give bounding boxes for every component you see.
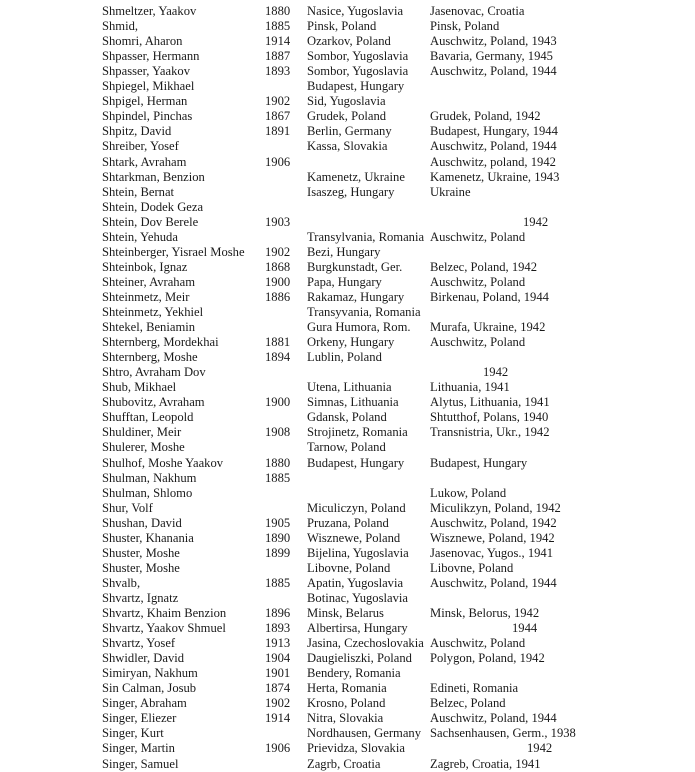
- death-place: Auschwitz, poland, 1942: [430, 154, 556, 169]
- person-name: Singer, Kurt: [102, 726, 164, 741]
- table-row: [0, 696, 695, 711]
- table-row: [0, 471, 695, 486]
- death-place: Auschwitz, Poland: [430, 229, 526, 244]
- person-name: Shternberg, Mordekhai: [102, 335, 219, 350]
- table-row: [0, 591, 695, 606]
- death-place: Auschwitz, Poland: [430, 274, 526, 289]
- birth-place: Nitra, Slovakia: [307, 711, 384, 726]
- birth-place: Bendery, Romania: [307, 666, 401, 681]
- birth-place: Grudek, Poland: [307, 109, 387, 124]
- table-row: [0, 200, 695, 215]
- person-name: Shteiner, Avraham: [102, 274, 195, 289]
- death-place: Miculikzyn, Poland, 1942: [430, 500, 561, 515]
- person-name: Shulhof, Moshe Yaakov: [102, 455, 224, 470]
- person-name: Shteinmetz, Meir: [102, 289, 190, 304]
- death-place: Lukow, Poland: [430, 485, 507, 500]
- birth-place: Gdansk, Poland: [307, 410, 387, 425]
- person-name: Shtein, Yehuda: [102, 229, 178, 244]
- birth-place: Zagrb, Croatia: [307, 756, 381, 771]
- table-row: [0, 681, 695, 696]
- birth-place: Sombor, Yugoslavia: [307, 64, 409, 79]
- birth-place: Burgkunstadt, Ger.: [307, 259, 403, 274]
- table-row: [0, 320, 695, 335]
- birth-place: Bezi, Hungary: [307, 244, 381, 259]
- birth-place: Libovne, Poland: [307, 560, 391, 575]
- birth-place: Transyvania, Romania: [307, 305, 421, 319]
- birth-year: 1913: [265, 636, 291, 651]
- birth-year: 1893: [265, 64, 291, 79]
- birth-year: 1874: [265, 681, 291, 696]
- birth-place: Sombor, Yugoslavia: [307, 49, 409, 64]
- person-name: Shvartz, Yosef: [102, 636, 176, 651]
- death-place: Auschwitz, Poland, 1944: [430, 575, 557, 590]
- table-row: [0, 79, 695, 94]
- birth-year: 1867: [265, 109, 291, 124]
- person-name: Shtarkman, Benzion: [102, 169, 205, 184]
- birth-place: Tarnow, Poland: [307, 440, 386, 455]
- person-name: Shuster, Moshe: [102, 545, 180, 560]
- death-place: Edineti, Romania: [430, 681, 519, 696]
- table-row: [0, 94, 695, 109]
- table-row: [0, 741, 695, 756]
- death-place: Auschwitz, Poland, 1943: [430, 34, 557, 49]
- birth-year: 1904: [265, 651, 291, 666]
- table-row: [0, 440, 695, 455]
- table-row: [0, 380, 695, 395]
- death-place: Pinsk, Poland: [430, 19, 500, 34]
- birth-place: Wisznewe, Poland: [307, 530, 401, 545]
- person-name: Shpitz, David: [102, 124, 172, 139]
- table-row: [0, 260, 695, 275]
- birth-year: 1885: [265, 19, 291, 34]
- birth-place: Pinsk, Poland: [307, 19, 377, 34]
- birth-place: Nordhausen, Germany: [307, 726, 422, 741]
- birth-year: 1914: [265, 34, 291, 49]
- death-place: Shtutthof, Polans, 1940: [430, 410, 549, 425]
- death-place: Auschwitz, Poland, 1944: [430, 64, 557, 79]
- birth-place: Sid, Yugoslavia: [307, 94, 386, 109]
- person-name: Shomri, Aharon: [102, 34, 183, 49]
- death-place: Lithuania, 1941: [430, 380, 510, 395]
- table-row: [0, 486, 695, 501]
- person-name: Singer, Martin: [102, 741, 175, 756]
- birth-place: Orkeny, Hungary: [307, 335, 395, 350]
- person-name: Shulman, Nakhum: [102, 470, 197, 485]
- birth-place: Herta, Romania: [307, 681, 387, 696]
- person-name: Shtein, Dov Berele: [102, 214, 199, 229]
- table-row: [0, 395, 695, 410]
- birth-year: 1880: [265, 4, 291, 18]
- birth-year: 1885: [265, 470, 291, 485]
- birth-place: Rakamaz, Hungary: [307, 289, 405, 304]
- table-row: [0, 606, 695, 621]
- table-row: [0, 230, 695, 245]
- death-place: Sachsenhausen, Germ., 1938: [430, 726, 576, 741]
- person-name: Shvalb,: [102, 575, 141, 590]
- person-name: Shpigel, Herman: [102, 94, 188, 109]
- birth-place: Pruzana, Poland: [307, 515, 389, 530]
- death-place: Budapest, Hungary: [430, 455, 528, 470]
- death-place: Bavaria, Germany, 1945: [430, 49, 553, 64]
- birth-year: 1893: [265, 621, 291, 636]
- person-name: Shteinberger, Yisrael Moshe: [102, 244, 245, 259]
- birth-year: 1891: [265, 124, 291, 139]
- birth-year: 1903: [265, 214, 291, 229]
- birth-year: 1902: [265, 244, 291, 259]
- birth-year: 1899: [265, 545, 291, 560]
- birth-place: Kamenetz, Ukraine: [307, 169, 405, 184]
- death-place: Belzec, Poland, 1942: [430, 259, 538, 274]
- birth-place: Botinac, Yugoslavia: [307, 590, 408, 605]
- death-place: Jasenovac, Yugos., 1941: [430, 545, 554, 560]
- person-name: Shushan, David: [102, 515, 182, 530]
- death-place: Auschwitz, Poland, 1942: [430, 515, 557, 530]
- person-name: Simiryan, Nakhum: [102, 666, 198, 681]
- table-row: [0, 531, 695, 546]
- birth-place: Miculiczyn, Poland: [307, 500, 406, 515]
- death-place: Grudek, Poland, 1942: [430, 109, 541, 124]
- death-place: Transnistria, Ukr., 1942: [430, 425, 550, 440]
- birth-year: 1901: [265, 666, 291, 681]
- person-name: Shuldiner, Meir: [102, 425, 182, 440]
- birth-place: Simnas, Lithuania: [307, 395, 399, 410]
- death-place: 1944: [512, 621, 538, 636]
- birth-year: 1902: [265, 696, 291, 711]
- table-row: [0, 109, 695, 124]
- birth-place: Lublin, Poland: [307, 350, 382, 365]
- person-name: Shvartz, Khaim Benzion: [102, 606, 227, 620]
- birth-year: 1896: [265, 606, 291, 620]
- death-place: 1942: [527, 741, 553, 756]
- death-place: Alytus, Lithuania, 1941: [430, 395, 550, 410]
- birth-year: 1900: [265, 395, 291, 410]
- birth-year: 1890: [265, 530, 291, 545]
- table-row: [0, 19, 695, 34]
- death-place: Murafa, Ukraine, 1942: [430, 320, 546, 335]
- table-row: [0, 4, 695, 19]
- birth-place: Nasice, Yugoslavia: [307, 4, 404, 18]
- person-name: Shteinbok, Ignaz: [102, 259, 188, 274]
- birth-place: Bijelina, Yugoslavia: [307, 545, 409, 560]
- death-place: Wisznewe, Poland, 1942: [430, 530, 555, 545]
- person-name: Shreiber, Yosef: [102, 139, 179, 154]
- table-row: [0, 215, 695, 230]
- birth-year: 1905: [265, 515, 291, 530]
- person-name: Shmid,: [102, 19, 139, 34]
- death-place: Auschwitz, Poland: [430, 636, 526, 651]
- person-name: Shtein, Dodek Geza: [102, 199, 204, 214]
- table-row: [0, 726, 695, 741]
- birth-year: 1906: [265, 154, 291, 169]
- birth-year: 1900: [265, 274, 291, 289]
- person-name: Shuster, Moshe: [102, 560, 180, 575]
- person-name: Shvartz, Yaakov Shmuel: [102, 621, 226, 636]
- death-place: Kamenetz, Ukraine, 1943: [430, 169, 560, 184]
- table-row: [0, 245, 695, 260]
- table-row: [0, 651, 695, 666]
- table-row: [0, 275, 695, 290]
- birth-place: Daugieliszki, Poland: [307, 651, 412, 666]
- birth-place: Jasina, Czechoslovakia: [307, 636, 424, 651]
- table-row: [0, 64, 695, 79]
- table-row: [0, 711, 695, 726]
- person-name: Shtein, Bernat: [102, 184, 175, 199]
- table-row: [0, 335, 695, 350]
- birth-year: 1880: [265, 455, 291, 470]
- birth-year: 1881: [265, 335, 291, 350]
- person-name: Shmeltzer, Yaakov: [102, 4, 197, 18]
- table-row: [0, 516, 695, 531]
- table-row: [0, 546, 695, 561]
- person-name: Shub, Mikhael: [102, 380, 177, 395]
- table-row: [0, 576, 695, 591]
- death-place: 1942: [483, 365, 509, 380]
- table-row: [0, 155, 695, 170]
- table-row: [0, 34, 695, 49]
- table-row: [0, 666, 695, 681]
- person-name: Shpindel, Pinchas: [102, 109, 193, 124]
- birth-place: Krosno, Poland: [307, 696, 386, 711]
- birth-year: 1906: [265, 741, 291, 756]
- person-name: Shpasser, Hermann: [102, 49, 200, 64]
- person-name: Sin Calman, Josub: [102, 681, 197, 696]
- death-place: Zagreb, Croatia, 1941: [430, 756, 541, 771]
- table-row: [0, 124, 695, 139]
- birth-place: Gura Humora, Rom.: [307, 320, 411, 335]
- birth-place: Utena, Lithuania: [307, 380, 392, 395]
- person-name: Shufftan, Leopold: [102, 410, 194, 425]
- death-place: 1942: [523, 214, 549, 229]
- table-row: [0, 305, 695, 320]
- person-name: Shtekel, Beniamin: [102, 320, 196, 335]
- death-place: Auschwitz, Poland: [430, 335, 526, 350]
- person-name: Shpasser, Yaakov: [102, 64, 191, 79]
- birth-place: Transylvania, Romania: [307, 229, 425, 244]
- birth-year: 1902: [265, 94, 291, 109]
- birth-place: Prievidza, Slovakia: [307, 741, 405, 756]
- birth-place: Papa, Hungary: [307, 274, 382, 289]
- person-name: Singer, Abraham: [102, 696, 187, 711]
- person-name: Shtro, Avraham Dov: [102, 365, 206, 380]
- death-place: Polygon, Poland, 1942: [430, 651, 545, 666]
- person-name: Shpiegel, Mikhael: [102, 79, 195, 94]
- birth-place: Strojinetz, Romania: [307, 425, 408, 440]
- table-row: [0, 621, 695, 636]
- person-name: Shteinmetz, Yekhiel: [102, 305, 204, 319]
- table-row: [0, 170, 695, 185]
- person-name: Shtark, Avraham: [102, 154, 187, 169]
- birth-place: Minsk, Belarus: [307, 606, 384, 620]
- table-row: [0, 365, 695, 380]
- person-name: Singer, Samuel: [102, 756, 179, 771]
- death-place: Jasenovac, Croatia: [430, 4, 525, 18]
- person-name: Shvartz, Ignatz: [102, 590, 179, 605]
- birth-year: 1887: [265, 49, 291, 64]
- table-row: [0, 636, 695, 651]
- table-row: [0, 425, 695, 440]
- person-name: Shuster, Khanania: [102, 530, 194, 545]
- death-place: Birkenau, Poland, 1944: [430, 289, 549, 304]
- birth-year: 1914: [265, 711, 291, 726]
- person-name: Shur, Volf: [102, 500, 153, 515]
- death-place: Libovne, Poland: [430, 560, 514, 575]
- table-row: [0, 501, 695, 516]
- death-place: Budapest, Hungary, 1944: [430, 124, 558, 139]
- table-row: [0, 139, 695, 154]
- death-place: Auschwitz, Poland, 1944: [430, 711, 557, 726]
- person-name: Shulman, Shlomo: [102, 485, 193, 500]
- death-place: Minsk, Belorus, 1942: [430, 606, 540, 620]
- birth-place: Isaszeg, Hungary: [307, 184, 395, 199]
- person-name: Singer, Eliezer: [102, 711, 177, 726]
- table-row: [0, 49, 695, 64]
- birth-year: 1894: [265, 350, 291, 365]
- birth-year: 1886: [265, 289, 291, 304]
- birth-place: Budapest, Hungary: [307, 455, 405, 470]
- table-row: [0, 290, 695, 305]
- birth-place: Budapest, Hungary: [307, 79, 405, 94]
- table-row: [0, 456, 695, 471]
- birth-place: Kassa, Slovakia: [307, 139, 388, 154]
- table-row: [0, 185, 695, 200]
- table-row: [0, 410, 695, 425]
- birth-year: 1868: [265, 259, 291, 274]
- person-name: Shwidler, David: [102, 651, 185, 666]
- table-row: [0, 350, 695, 365]
- table-row: [0, 561, 695, 576]
- birth-place: Berlin, Germany: [307, 124, 392, 139]
- death-place: Belzec, Poland: [430, 696, 506, 711]
- birth-place: Ozarkov, Poland: [307, 34, 391, 49]
- person-name: Shubovitz, Avraham: [102, 395, 205, 410]
- table-row: [0, 757, 695, 772]
- person-name: Shulerer, Moshe: [102, 440, 185, 455]
- death-place: Auschwitz, Poland, 1944: [430, 139, 557, 154]
- death-place: Ukraine: [430, 184, 471, 199]
- birth-place: Apatin, Yugoslavia: [307, 575, 404, 590]
- birth-year: 1885: [265, 575, 291, 590]
- person-name: Shternberg, Moshe: [102, 350, 198, 365]
- birth-year: 1908: [265, 425, 291, 440]
- birth-place: Albertirsa, Hungary: [307, 621, 408, 636]
